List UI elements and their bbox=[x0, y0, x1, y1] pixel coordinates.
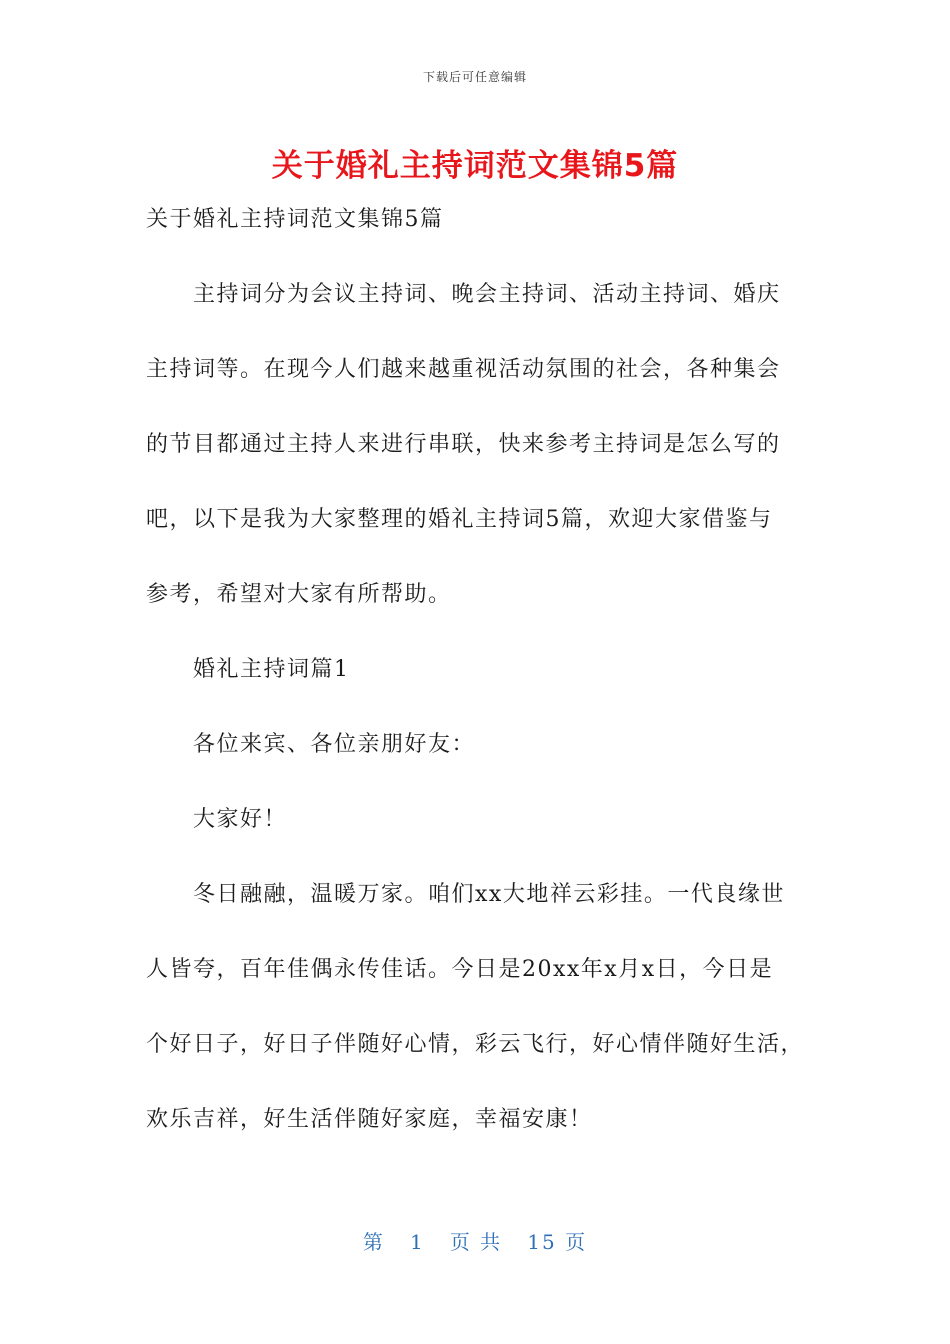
header-note: 下载后可任意编辑 bbox=[422, 70, 527, 84]
document-body bbox=[146, 200, 806, 1175]
footer-page-number: 1 bbox=[410, 1230, 425, 1254]
body-line: 冬日融融，温暖万家。咱们xx大地祥云彩挂。一代良缘世 bbox=[193, 882, 785, 907]
footer-prefix: 第 bbox=[362, 1230, 385, 1254]
footer-suffix: 页 bbox=[565, 1230, 588, 1254]
body-line: 人皆夸，百年佳偶永传佳话。今日是20xx年x月x日，今日是 bbox=[146, 957, 774, 982]
footer-middle: 页 共 bbox=[449, 1230, 503, 1254]
footer-total-pages: 15 bbox=[527, 1230, 557, 1254]
section-heading: 婚礼主持词篇1 bbox=[193, 657, 350, 682]
page-footer bbox=[0, 1226, 950, 1255]
body-line: 个好日子，好日子伴随好心情，彩云飞行，好心情伴随好生活， bbox=[146, 1032, 805, 1057]
body-line: 的节目都通过主持人来进行串联，快来参考主持词是怎么写的 bbox=[146, 432, 781, 457]
body-line: 主持词等。在现今人们越来越重视活动氛围的社会，各种集会 bbox=[146, 357, 781, 382]
body-line: 欢乐吉祥，好生活伴随好家庭，幸福安康！ bbox=[146, 1107, 593, 1132]
body-line: 参考，希望对大家有所帮助。 bbox=[146, 582, 452, 607]
body-line: 吧，以下是我为大家整理的婚礼主持词5篇，欢迎大家借鉴与 bbox=[146, 507, 773, 532]
document-title: 关于婚礼主持词范文集锦5篇 bbox=[271, 148, 679, 184]
body-line-subtitle: 关于婚礼主持词范文集锦5篇 bbox=[146, 207, 444, 232]
body-line: 大家好！ bbox=[193, 807, 288, 832]
body-line: 主持词分为会议主持词、晚会主持词、活动主持词、婚庆 bbox=[193, 282, 781, 307]
body-line: 各位来宾、各位亲朋好友： bbox=[193, 732, 476, 757]
